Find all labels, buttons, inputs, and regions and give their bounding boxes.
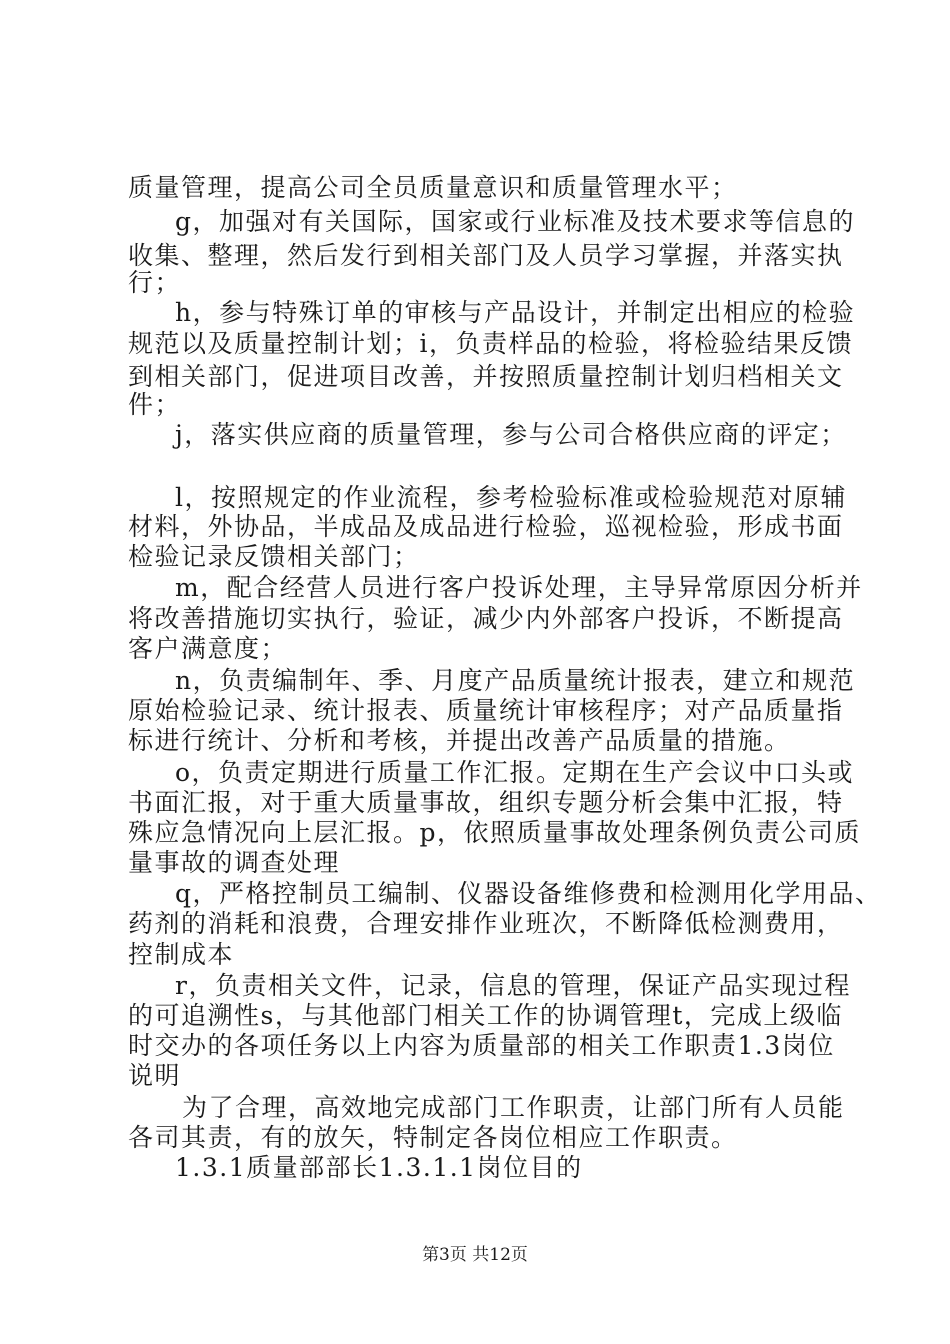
text-line: 规范以及质量控制计划；i，负责样品的检验，将检验结果反馈 xyxy=(128,329,853,358)
text-line: 行； xyxy=(128,268,182,297)
text-line: 到相关部门，促进项目改善，并按照质量控制计划归档相关文 xyxy=(128,362,844,391)
text-line: 控制成本 xyxy=(128,940,235,969)
text-line: l，按照规定的作业流程，参考检验标准或检验规范对原辅 xyxy=(175,483,847,512)
text-line: q，严格控制员工编制、仪器设备维修费和检测用化学用品、 xyxy=(175,879,882,908)
text-line: 量事故的调查处理 xyxy=(128,848,341,877)
text-line: h，参与特殊订单的审核与产品设计，并制定出相应的检验 xyxy=(175,298,856,327)
text-line: j，落实供应商的质量管理，参与公司合格供应商的评定； xyxy=(175,420,847,449)
text-line: r，负责相关文件，记录，信息的管理，保证产品实现过程 xyxy=(175,971,851,1000)
text-line: 殊应急情况向上层汇报。p，依照质量事故处理条例负责公司质 xyxy=(128,818,862,847)
text-line: 客户满意度； xyxy=(128,634,288,663)
text-line: 书面汇报，对于重大质量事故，组织专题分析会集中汇报，特 xyxy=(128,788,844,817)
text-line: 原始检验记录、统计报表、质量统计审核程序；对产品质量指 xyxy=(128,696,844,725)
text-line: 为了合理，高效地完成部门工作职责，让部门所有人员能 xyxy=(182,1093,845,1122)
text-line: 件； xyxy=(128,390,182,419)
text-line: 检验记录反馈相关部门； xyxy=(128,542,420,571)
text-line: 的可追溯性s，与其他部门相关工作的协调管理t，完成上级临 xyxy=(128,1001,843,1030)
text-line: 标进行统计、分析和考核，并提出改善产品质量的措施。 xyxy=(128,726,791,755)
text-line: 说明 xyxy=(128,1061,182,1090)
text-line: o，负责定期进行质量工作汇报。定期在生产会议中口头或 xyxy=(175,758,855,787)
text-line: 时交办的各项任务以上内容为质量部的相关工作职责1.3岗位 xyxy=(128,1031,835,1060)
text-line: 收集、整理，然后发行到相关部门及人员学习掌握，并落实执 xyxy=(128,241,844,270)
text-line: 将改善措施切实执行，验证，减少内外部客户投诉，不断提高 xyxy=(128,604,844,633)
text-line: g，加强对有关国际，国家或行业标准及技术要求等信息的 xyxy=(175,207,856,236)
text-line: n，负责编制年、季、月度产品质量统计报表，建立和规范 xyxy=(175,666,856,695)
text-line: 材料，外协品，半成品及成品进行检验，巡视检验，形成书面 xyxy=(128,512,844,541)
page-number: 第3页 共12页 xyxy=(422,1245,528,1265)
text-line: 各司其责，有的放矢，特制定各岗位相应工作职责。 xyxy=(128,1123,738,1152)
text-line: 1.3.1质量部部长1.3.1.1岗位目的 xyxy=(175,1153,583,1182)
text-line: 质量管理，提高公司全员质量意识和质量管理水平； xyxy=(128,173,738,202)
text-line: 药剂的消耗和浪费，合理安排作业班次，不断降低检测费用， xyxy=(128,909,844,938)
text-line: m，配合经营人员进行客户投诉处理，主导异常原因分析并 xyxy=(175,573,863,602)
